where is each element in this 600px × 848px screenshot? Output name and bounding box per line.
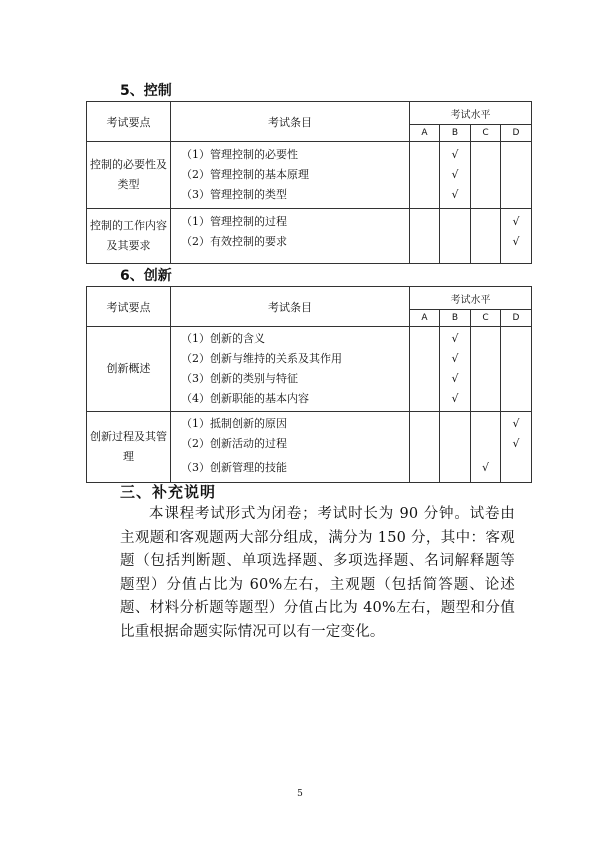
header-key: 考试要点: [87, 287, 171, 327]
supplement-paragraph: 本课程考试形式为闭卷；考试时长为 90 分钟。试卷由主观题和客观题两大部分组成，满分为 150 分，其中：客观题（包括判断题、单项选择题、多项选择题、名词解释题等题型）分值占比为 60%左右，主观题（包括简答题、论述题、材料分析题等题型）分值占比为 40%左右，题型和分值比重根据命题实际情况可以有一定变化。: [120, 506, 515, 640]
level-mark: [440, 434, 470, 454]
level-b: B: [440, 310, 471, 327]
level-b-marks: [440, 412, 471, 483]
level-mark: √: [451, 392, 459, 405]
level-mark: [471, 165, 500, 185]
level-mark: [410, 434, 439, 454]
level-mark: √: [481, 461, 489, 474]
level-mark: √: [451, 168, 459, 181]
level-b-marks: [440, 209, 471, 264]
level-mark: [440, 458, 470, 478]
list-item: （1）管理控制的过程: [181, 215, 287, 228]
supplement-title: 三、补充说明: [120, 483, 217, 501]
group-items: [171, 327, 410, 412]
level-c-marks: [471, 327, 501, 412]
level-a-marks: [410, 327, 440, 412]
level-mark: [501, 369, 531, 389]
level-mark: [471, 369, 500, 389]
level-d-marks: [501, 142, 532, 209]
level-mark: [410, 369, 439, 389]
level-mark: [501, 165, 531, 185]
list-item: （3）创新管理的技能: [181, 461, 287, 474]
level-mark: √: [451, 148, 459, 161]
level-mark: [410, 185, 439, 205]
level-c: C: [471, 125, 501, 142]
group-key: 控制的工作内容及其要求: [87, 209, 171, 264]
level-mark: [501, 145, 531, 165]
list-item: （2）创新活动的过程: [181, 437, 287, 450]
level-mark: [440, 414, 470, 434]
level-mark: [410, 389, 439, 409]
level-mark: [501, 185, 531, 205]
level-mark: [501, 458, 531, 478]
level-mark: [471, 349, 500, 369]
group-key: 创新概述: [87, 327, 171, 412]
level-mark: [410, 212, 439, 232]
level-mark: [440, 212, 470, 232]
level-mark: [410, 232, 439, 252]
level-b-marks: [440, 142, 471, 209]
header-level: 考试水平: [410, 102, 532, 125]
group-key: 控制的必要性及类型: [87, 142, 171, 209]
level-c-marks: [471, 412, 501, 483]
section-title-innovation: 6、创新: [120, 268, 172, 284]
level-a-marks: [410, 412, 440, 483]
level-mark: [440, 232, 470, 252]
list-item: （3）管理控制的类型: [181, 188, 287, 201]
level-mark: [501, 329, 531, 349]
level-c: C: [471, 310, 501, 327]
header-item: 考试条目: [171, 287, 410, 327]
level-a-marks: [410, 209, 440, 264]
level-mark: [501, 389, 531, 409]
list-item: （2）有效控制的要求: [181, 235, 287, 248]
level-mark: [471, 329, 500, 349]
group-items: [171, 142, 410, 209]
control-table: [86, 101, 532, 264]
list-item: （1）抵制创新的原因: [181, 417, 287, 430]
level-mark: √: [512, 437, 520, 450]
level-mark: [471, 185, 500, 205]
list-item: （1）创新的含义: [181, 332, 265, 345]
level-a: A: [410, 310, 440, 327]
list-item: （4）创新职能的基本内容: [181, 392, 309, 405]
level-b: B: [440, 125, 471, 142]
level-d: D: [501, 310, 532, 327]
header-level: 考试水平: [410, 287, 532, 310]
level-mark: [410, 414, 439, 434]
group-items: [171, 209, 410, 264]
level-mark: √: [451, 332, 459, 345]
header-item: 考试条目: [171, 102, 410, 142]
list-item: （2）创新与维持的关系及其作用: [181, 352, 342, 365]
level-d-marks: [501, 412, 532, 483]
level-mark: √: [451, 372, 459, 385]
group-items: [171, 412, 410, 483]
level-mark: [471, 212, 500, 232]
level-mark: √: [451, 188, 459, 201]
level-a-marks: [410, 142, 440, 209]
level-mark: [471, 232, 500, 252]
section-title-control: 5、控制: [120, 83, 172, 99]
list-item: （2）管理控制的基本原理: [181, 168, 309, 181]
level-b-marks: [440, 327, 471, 412]
level-mark: [471, 145, 500, 165]
level-mark: [410, 165, 439, 185]
level-mark: [410, 329, 439, 349]
level-mark: [471, 414, 500, 434]
level-mark: √: [512, 235, 520, 248]
level-mark: [471, 389, 500, 409]
level-mark: [410, 349, 439, 369]
level-mark: √: [512, 417, 520, 430]
level-mark: [410, 145, 439, 165]
innovation-table: [86, 286, 532, 483]
level-mark: [501, 349, 531, 369]
level-c-marks: [471, 142, 501, 209]
level-mark: [410, 458, 439, 478]
list-item: （3）创新的类别与特征: [181, 372, 298, 385]
level-mark: √: [512, 215, 520, 228]
level-mark: [471, 434, 500, 454]
page-number: 5: [297, 789, 303, 799]
level-a: A: [410, 125, 440, 142]
list-item: （1）管理控制的必要性: [181, 148, 298, 161]
level-d-marks: [501, 209, 532, 264]
header-key: 考试要点: [87, 102, 171, 142]
level-c-marks: [471, 209, 501, 264]
level-d: D: [501, 125, 532, 142]
level-mark: √: [451, 352, 459, 365]
group-key: 创新过程及其管理: [87, 412, 171, 483]
level-d-marks: [501, 327, 532, 412]
